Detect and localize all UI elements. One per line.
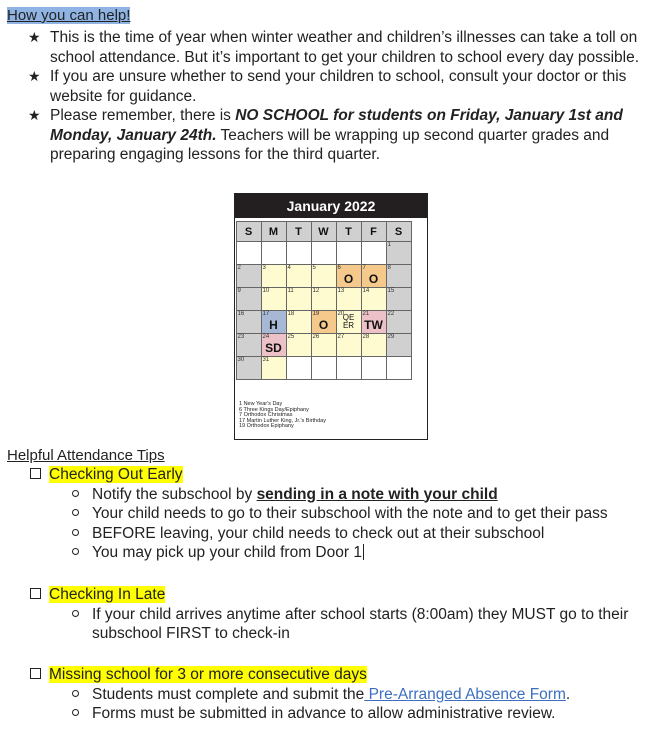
calendar-day-cell — [236, 241, 262, 265]
calendar-legend — [239, 402, 326, 430]
help-item-text: This is the time of year when winter weather and children’s illnesses can take a toll on school attendance. But it’s important to get your children to school every day possible. — [50, 29, 640, 66]
calendar-day-number: 1 — [387, 241, 391, 248]
calendar-day-header: S — [386, 221, 412, 242]
list-item — [72, 485, 660, 505]
calendar-day-number: 24 — [262, 333, 270, 340]
calendar-day-cell — [286, 310, 312, 334]
calendar-day-number: 25 — [287, 333, 295, 340]
calendar-day-number: 2 — [237, 264, 241, 271]
calendar-day-code: TW — [364, 317, 383, 332]
calendar-day-cell — [386, 310, 412, 334]
list-item-text: You may pick up your child from Door 1 — [92, 544, 362, 561]
calendar-day-number: 29 — [387, 333, 395, 340]
checkbox-icon[interactable] — [30, 588, 41, 599]
calendar-week — [236, 287, 425, 310]
calendar-day-cell — [286, 356, 312, 380]
calendar-day-number: 27 — [337, 333, 345, 340]
checking-in-list — [72, 605, 660, 644]
calendar-day-cell — [336, 287, 362, 311]
calendar-day-cell — [336, 241, 362, 265]
checking-in-title: Checking In Late — [49, 586, 166, 603]
calendar-day-cell — [236, 310, 262, 334]
checking-out-title: Checking Out Early — [49, 466, 183, 483]
calendar-week — [236, 310, 425, 333]
calendar-day-code: SD — [265, 340, 282, 355]
calendar-week — [236, 356, 425, 379]
list-item-text: If your child arrives anytime after school starts (8:00am) they MUST go to their subschool FIRST to check-in — [92, 605, 629, 642]
no-school-notice: NO SCHOOL for students on Friday, January 1st and Monday, January 24th. — [50, 107, 623, 144]
circle-bullet-icon — [72, 690, 79, 697]
calendar-day-number: 19 — [312, 310, 320, 317]
calendar-day-header: M — [261, 221, 287, 242]
calendar-day-cell — [336, 310, 362, 334]
calendar-day-cell — [361, 287, 387, 311]
star-bullet-icon: ★ — [28, 29, 41, 45]
list-item-text-after: . — [565, 685, 571, 703]
calendar-week — [236, 241, 425, 264]
calendar-legend-item: 17 Martin Luther King, Jr.'s Birthday — [239, 417, 326, 424]
calendar-day-number: 22 — [387, 310, 395, 317]
calendar-day-code: H — [269, 317, 278, 332]
calendar-day-code: O — [343, 271, 354, 286]
calendar-day-header: T — [286, 221, 312, 242]
calendar-day-cell — [311, 264, 337, 288]
calendar-day-cell — [236, 356, 262, 380]
calendar-day-cell — [261, 310, 287, 334]
list-item-text: Students must complete and submit the — [92, 685, 365, 703]
calendar-day-headers — [236, 221, 425, 241]
calendar-day-cell — [386, 356, 412, 380]
calendar-legend-item: 6 Three Kings Day/Epiphany — [239, 406, 309, 413]
calendar-day-cell — [286, 333, 312, 357]
calendar-day-code: O — [318, 317, 329, 332]
calendar-day-cell — [236, 333, 262, 357]
calendar-day-cell — [311, 333, 337, 357]
calendar-day-number: 18 — [287, 310, 295, 317]
calendar-week — [236, 333, 425, 356]
calendar-day-cell — [286, 241, 312, 265]
calendar-day-number: 6 — [337, 264, 341, 271]
calendar-day-cell — [311, 356, 337, 380]
circle-bullet-icon — [72, 509, 79, 516]
calendar-day-cell — [286, 264, 312, 288]
calendar-day-header: F — [361, 221, 387, 242]
calendar-day-header: S — [236, 221, 262, 242]
list-item-text: BEFORE leaving, your child needs to check out at their subschool — [92, 524, 545, 542]
help-item — [28, 67, 658, 106]
calendar-day-number: 31 — [262, 356, 270, 363]
calendar-week — [236, 264, 425, 287]
calendar-day-cell — [336, 356, 362, 380]
calendar-day-cell — [361, 241, 387, 265]
checking-out-title-row — [30, 465, 660, 485]
calendar-day-number: 23 — [237, 333, 245, 340]
checkbox-icon[interactable] — [30, 668, 41, 679]
calendar-day-cell — [261, 333, 287, 357]
calendar-day-number: 30 — [237, 356, 245, 363]
calendar-day-number: 5 — [312, 264, 316, 271]
help-item — [28, 28, 658, 67]
list-item — [72, 524, 660, 544]
calendar-day-cell — [261, 356, 287, 380]
calendar-day-cell — [261, 287, 287, 311]
circle-bullet-icon — [72, 548, 79, 555]
calendar-day-number: 16 — [237, 310, 245, 317]
missing-school-list — [72, 685, 660, 724]
checking-in-section — [30, 585, 660, 644]
calendar-day-code: O — [368, 271, 379, 286]
calendar-day-cell — [361, 333, 387, 357]
checking-out-list — [72, 485, 660, 563]
calendar-day-cell — [386, 264, 412, 288]
circle-bullet-icon — [72, 610, 79, 617]
calendar-title: January 2022 — [235, 194, 427, 218]
list-item — [72, 685, 660, 705]
calendar-day-cell — [386, 287, 412, 311]
calendar-day-header: W — [311, 221, 337, 242]
list-item — [72, 543, 660, 563]
january-calendar — [234, 193, 428, 440]
calendar-day-number: 12 — [312, 287, 320, 294]
calendar-day-cell — [336, 333, 362, 357]
circle-bullet-icon — [72, 529, 79, 536]
help-item-text: Please remember, there is — [50, 107, 236, 124]
missing-school-title-row — [30, 665, 660, 685]
checking-out-section — [30, 465, 660, 563]
help-list — [28, 28, 658, 165]
calendar-legend-item: 1 New Year's Day — [239, 401, 283, 407]
calendar-day-number: 13 — [337, 287, 345, 294]
list-item — [72, 704, 660, 724]
pre-arranged-absence-form-link[interactable]: Pre-Arranged Absence Form — [364, 685, 566, 703]
calendar-day-number: 9 — [237, 287, 241, 294]
help-heading-text: How you can help! — [7, 7, 131, 24]
missing-school-title: Missing school for 3 or more consecutive days — [49, 666, 367, 683]
list-item-text: Notify the subschool by — [92, 485, 257, 503]
star-bullet-icon: ★ — [28, 107, 41, 123]
star-bullet-icon: ★ — [28, 68, 41, 84]
calendar-day-cell — [261, 264, 287, 288]
calendar-day-number: 11 — [287, 287, 294, 294]
calendar-day-number: 21 — [362, 310, 370, 317]
calendar-legend-item: 19 Orthodox Epiphany — [239, 423, 294, 430]
calendar-day-cell — [261, 241, 287, 265]
list-item-text: Your child needs to go to their subschool with the note and to get their pass — [92, 505, 608, 522]
calendar-day-cell — [236, 287, 262, 311]
calendar-grid — [236, 221, 425, 379]
send-note-emphasis: sending in a note with your child — [256, 485, 498, 503]
calendar-day-number: 7 — [362, 264, 366, 271]
calendar-day-cell — [386, 241, 412, 265]
circle-bullet-icon — [72, 490, 79, 497]
calendar-day-number: 8 — [387, 264, 391, 271]
list-item — [72, 504, 660, 524]
calendar-day-number: 26 — [312, 333, 320, 340]
calendar-day-header: T — [336, 221, 362, 242]
calendar-day-number: 17 — [262, 310, 270, 317]
calendar-day-number: 20 — [337, 310, 345, 317]
calendar-day-number: 4 — [287, 264, 291, 271]
calendar-day-code: QE ER — [342, 312, 355, 330]
missing-school-section — [30, 665, 660, 724]
calendar-day-number: 3 — [262, 264, 266, 271]
checkbox-icon[interactable] — [30, 468, 41, 479]
calendar-day-number: 15 — [387, 287, 395, 294]
calendar-day-cell — [286, 287, 312, 311]
help-item-text-after: Teachers will be wrapping up second quarter grades and preparing engaging lessons for the third quarter. — [50, 126, 610, 163]
list-item-text: Forms must be submitted in advance to allow administrative review. — [92, 705, 556, 722]
checking-in-title-row — [30, 585, 660, 605]
calendar-day-cell — [311, 310, 337, 334]
calendar-day-cell — [336, 264, 362, 288]
help-item-text: If you are unsure whether to send your children to school, consult your doctor or this website for guidance. — [50, 68, 627, 105]
calendar-day-cell — [311, 241, 337, 265]
help-item — [28, 106, 658, 165]
calendar-day-cell — [236, 264, 262, 288]
tips-heading: Helpful Attendance Tips — [7, 447, 165, 464]
calendar-day-cell — [361, 356, 387, 380]
circle-bullet-icon — [72, 709, 79, 716]
help-heading — [7, 7, 130, 25]
list-item — [72, 605, 632, 644]
calendar-day-number: 10 — [262, 287, 270, 294]
calendar-legend-item: 7 Orthodox Christmas — [239, 412, 293, 419]
calendar-day-cell — [361, 310, 387, 334]
calendar-day-cell — [386, 333, 412, 357]
calendar-day-number: 14 — [362, 287, 370, 294]
calendar-day-cell — [361, 264, 387, 288]
text-cursor — [363, 544, 364, 560]
calendar-day-cell — [311, 287, 337, 311]
calendar-day-number: 28 — [362, 333, 370, 340]
